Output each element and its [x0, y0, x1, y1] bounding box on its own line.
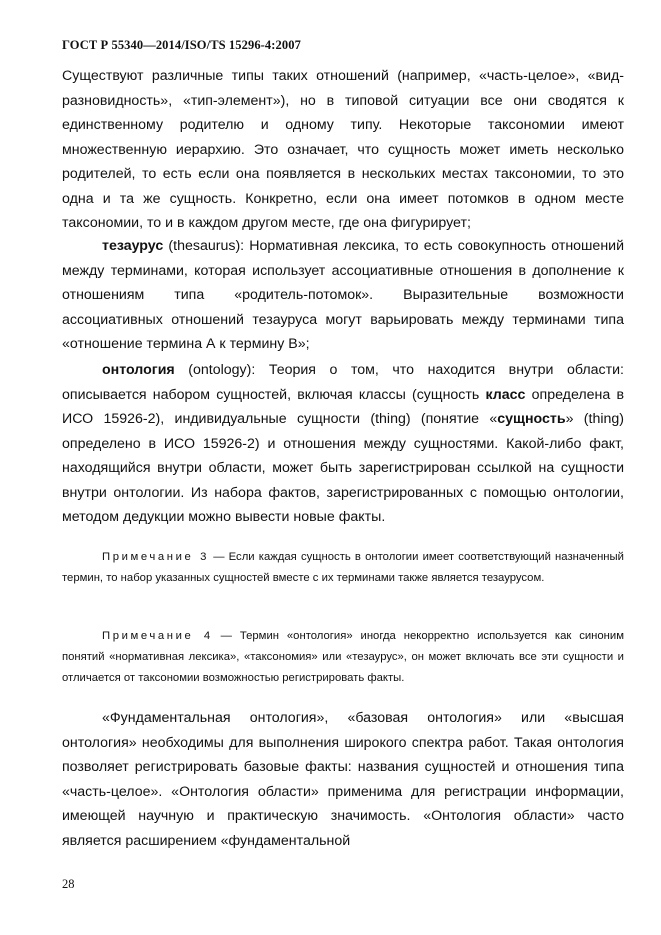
definition-text: (thesaurus): Нормативная лексика, то есть совокупность отношений между терминами, которая использует ассоциативные отношения в дополнение к отношениям типа «родитель-потомок». Выразительные возможности ассоциативных отношений тезауруса могут варьировать между терминами типа «отношение термина А к термину В»; — [62, 238, 624, 352]
term-thesaurus: тезаурус — [102, 238, 164, 254]
paragraph-text: «Фундаментальная онтология», «базовая онтология» или «высшая онтология» необходимы для выполнения широкого спектра работ. Такая онтология позволяет регистрировать базовые факты: названия сущностей и отношения типа «часть-целое». «Онтология области» применима для регистрации информации, имеющей научную и практическую значимость. «Онтология области» часто является расширением «фундаментальной — [62, 710, 624, 849]
term-ontology: онтология — [102, 362, 175, 378]
document-header: ГОСТ Р 55340—2014/ISO/TS 15296-4:2007 — [62, 38, 301, 52]
definition-thesaurus — [62, 234, 624, 357]
paragraph-taxonomy-continuation — [62, 64, 624, 236]
note-text: — Если каждая сущность в онтологии имеет соответствующий назначенный термин, то набор указанных сущностей вместе с их терминами также является тезаурусом. — [62, 551, 624, 584]
note-text: — Термин «онтология» иногда некорректно используется как синоним понятий «нормативная лексика», «таксономия» или «тезаурус», он может включать все эти сущности и отличается от таксономии возможностью регистрировать факты. — [62, 630, 624, 684]
paragraph-text: Существуют различные типы таких отношений (например, «часть-целое», «вид-разновидность», «тип-элемент»), но в типовой ситуации все они сводятся к единственному родителю и одному типу. Некоторые таксономии имеют множественную иерархию. Это означает, что сущность может иметь несколько родителей, то есть если она появляется в нескольких местах таксономии, то это одна и та же сущность. Конкретно, если она имеет потомков в одном месте таксономии, то и в каждом другом месте, где она фигурирует; — [62, 68, 624, 231]
definition-ontology — [62, 358, 624, 530]
note-label: Примечание 4 — [102, 630, 213, 642]
paragraph-fundamental-ontology — [62, 706, 624, 853]
note-label: Примечание 3 — [102, 551, 210, 563]
page-number: 28 — [62, 877, 75, 891]
definition-text-part1: (ontology): Теория о том, что находится внутри области: описывается набором сущностей, включая классы (сущность — [62, 362, 624, 403]
bold-term-class: класс — [485, 386, 526, 403]
note-3 — [62, 547, 624, 589]
note-4 — [62, 626, 624, 689]
bold-term-entity: сущность — [497, 411, 566, 427]
definition-text-part2: определена в ИСО 15926-2), индивидуальные сущности (thing) (понятие « — [62, 386, 625, 427]
definition-text-part3: » (thing) определено в ИСО 15926-2) и отношения между сущностями. Какой-либо факт, находящийся внутри области, может быть зарегистрирован ссылкой на сущности внутри онтологии. Из набора фактов, зарегистрированных с помощью онтологии, методом дедукции можно вывести новые факты. — [62, 411, 625, 525]
